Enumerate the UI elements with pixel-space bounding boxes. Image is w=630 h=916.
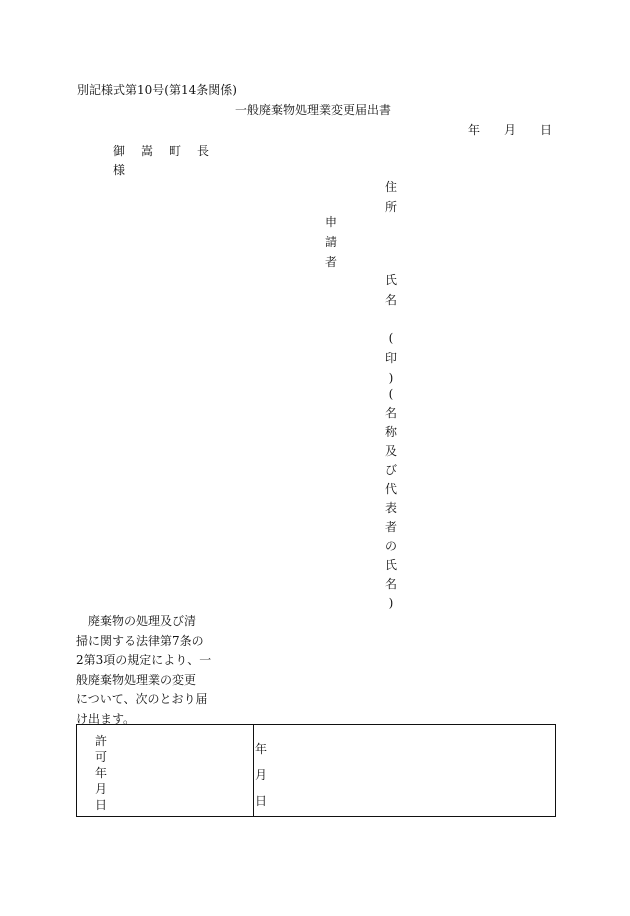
recipient-char: 御 xyxy=(113,144,126,158)
document-title: 一般廃棄物処理業変更届出書 xyxy=(235,103,392,117)
recipient-char: 長 xyxy=(197,144,210,158)
date-day: 日 xyxy=(540,123,553,137)
body-line: 掃に関する法律第7条の xyxy=(76,633,204,648)
permit-date-value[interactable]: 年 月 日 xyxy=(255,742,268,808)
body-line: 般廃棄物処理業の変更 xyxy=(76,672,197,687)
permit-date-table xyxy=(76,724,556,817)
applicant-label: 申 請 者 xyxy=(325,215,338,269)
name-label: 氏 名 xyxy=(385,273,398,307)
corporate-name-note: ( 名 称 及 び 代 表 者 の 氏 名 ) xyxy=(385,387,398,610)
notification-body xyxy=(76,612,212,729)
address-label: 住 所 xyxy=(385,180,398,214)
body-line: 2第3項の規定により、一 xyxy=(76,653,212,667)
body-line: について、次のとおり届 xyxy=(76,692,208,706)
recipient-char: 嵩 xyxy=(141,144,154,158)
recipient-char: 町 xyxy=(169,144,182,158)
table-divider xyxy=(253,725,254,816)
form-number: 別記様式第10号(第14条関係) xyxy=(77,83,237,97)
recipient-honorific: 様 xyxy=(113,163,126,177)
date-month: 月 xyxy=(504,123,517,137)
date-year: 年 xyxy=(468,123,481,137)
permit-date-label: 許 可 年 月 日 xyxy=(95,734,108,812)
body-line: 廃棄物の処理及び清 xyxy=(88,614,197,628)
body-line: け出ます。 xyxy=(76,711,136,726)
recipient xyxy=(113,145,225,157)
seal-mark: ( 印 ) xyxy=(385,331,398,385)
